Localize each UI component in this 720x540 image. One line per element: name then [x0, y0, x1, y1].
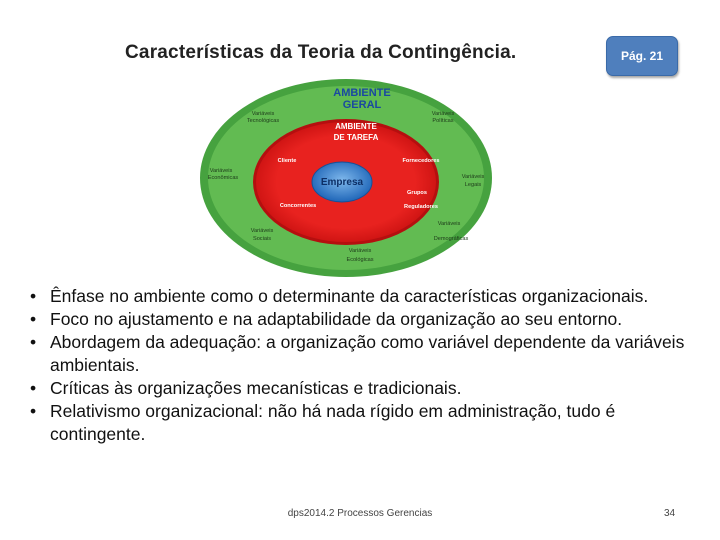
company-label: Empresa [320, 177, 364, 188]
general-environment-label-2: GERAL [342, 99, 382, 111]
page-reference-badge: Pág. 21 [606, 36, 678, 76]
bullet-item: • Abordagem da adequação: a organização como variável dependente da variáveis ambientais. [30, 331, 710, 377]
var-legal-line2: Legais [464, 182, 482, 188]
var-ecological-line1: Variáveis [348, 248, 372, 254]
bullet-list [30, 285, 710, 446]
var-economic-line1: Variáveis [209, 168, 233, 174]
var-technological-line1: Variáveis [251, 111, 275, 117]
bullet-item: • Ênfase no ambiente como o determinante da características organizacionais. [30, 285, 710, 308]
var-ecological-line2: Ecológicas [346, 257, 374, 263]
general-environment-label: AMBIENTE [333, 87, 391, 99]
task-competitors-label: Concorrentes [279, 203, 317, 209]
var-social-line1: Variáveis [250, 228, 274, 234]
slide-title: Características da Teoria da Contingência. [125, 42, 517, 63]
task-environment-label-2: DE TAREFA [333, 133, 379, 142]
var-economic-line2: Econômicas [207, 175, 239, 181]
bullet-item: • Críticas às organizações mecanísticas e tradicionais. [30, 377, 710, 400]
task-regulators-label: Reguladores [404, 204, 438, 210]
bullet-item: • Relativismo organizacional: não há nada rígido em administração, tudo é contingente. [30, 400, 710, 446]
task-clients-label: Cliente [277, 158, 297, 164]
var-legal-line1: Variáveis [461, 174, 485, 180]
slide-footer: dps2014.2 Processos Gerencias [287, 508, 433, 519]
var-social-line2: Sociais [252, 236, 272, 242]
var-demographic-line2: Demográficas [433, 236, 469, 242]
task-suppliers-label: Fornecedores [402, 158, 440, 164]
var-political-line2: Políticas [432, 118, 454, 124]
task-environment-label: AMBIENTE [335, 122, 377, 131]
var-political-line1: Variáveis [431, 111, 455, 117]
bullet-item: • Foco no ajustamento e na adaptabilidade da organização ao seu entorno. [30, 308, 710, 331]
var-demographic-line1: Variáveis [437, 221, 461, 227]
page-number: 34 [664, 508, 676, 519]
task-groups-label: Grupos [407, 190, 427, 196]
var-technological-line2: Tecnológicas [246, 118, 280, 124]
environment-diagram [199, 78, 493, 278]
